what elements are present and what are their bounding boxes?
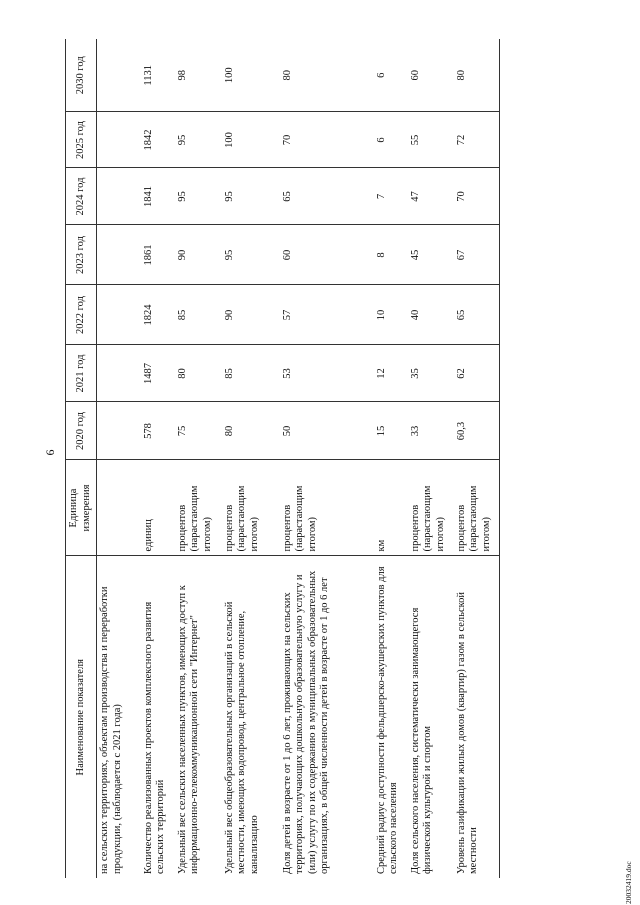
indicator-value: 1842 <box>141 112 175 168</box>
indicator-value <box>97 345 141 402</box>
indicator-value: 70 <box>454 168 500 225</box>
indicator-value <box>97 112 141 168</box>
indicator-value: 95 <box>222 168 280 225</box>
indicator-value: 1861 <box>141 225 175 285</box>
indicator-value: 80 <box>175 345 222 402</box>
indicator-value <box>97 225 141 285</box>
indicator-value: 100 <box>222 39 280 112</box>
indicator-value: 1841 <box>141 168 175 225</box>
indicator-value: 80 <box>222 402 280 460</box>
indicator-value <box>97 168 141 225</box>
table-row <box>280 39 374 878</box>
table-row <box>97 39 141 878</box>
indicator-value: 40 <box>408 285 454 345</box>
table-row <box>454 39 500 878</box>
indicator-name: Удельный вес сельских населенных пунктов, имеющих доступ к информационно-телекоммуникационной сети "Интернет" <box>176 585 201 874</box>
indicator-value: 95 <box>175 112 222 168</box>
header-cell: 2020 год <box>66 402 97 460</box>
header-cell: 2023 год <box>66 225 97 285</box>
indicator-name: Доля детей в возрасте от 1 до 6 лет, проживающих на сельских территориях, получающих дошкольную образовательную услугу и (или) услугу по их содержанию в муниципальных образовательных организациях, в общей численности детей в возрасте от 1 до 6 лет <box>281 570 331 874</box>
indicator-value: 100 <box>222 112 280 168</box>
table-row <box>222 39 280 878</box>
indicator-value: 6 <box>374 39 408 112</box>
indicator-name: Средний радиус доступности фельдшерско-акушерских пунктов для сельского населения <box>375 566 400 874</box>
indicator-value: 95 <box>175 168 222 225</box>
indicator-unit <box>97 460 141 556</box>
indicator-value: 8 <box>374 225 408 285</box>
table-row <box>175 39 222 878</box>
indicator-value: 90 <box>175 225 222 285</box>
indicator-unit: процентов (нарастающим итогом) <box>408 460 454 556</box>
indicator-value: 67 <box>454 225 500 285</box>
indicator-value: 33 <box>408 402 454 460</box>
header-cell: Наименование показателя <box>66 556 97 878</box>
indicator-value: 47 <box>408 168 454 225</box>
indicator-value: 60,3 <box>454 402 500 460</box>
indicator-value: 57 <box>280 285 374 345</box>
indicator-value <box>97 39 141 112</box>
indicator-value <box>97 285 141 345</box>
table-row <box>374 39 408 878</box>
indicator-value: 80 <box>454 39 500 112</box>
indicator-unit: км <box>374 460 408 556</box>
indicators-table <box>65 39 500 878</box>
indicator-value: 90 <box>222 285 280 345</box>
indicator-unit: процентов (нарастающим итогом) <box>175 460 222 556</box>
table-header-row <box>66 39 97 878</box>
indicator-unit: процентов (нарастающим итогом) <box>454 460 500 556</box>
indicator-unit: процентов (нарастающим итогом) <box>222 460 280 556</box>
table-row <box>141 39 175 878</box>
indicator-value: 578 <box>141 402 175 460</box>
indicator-value: 1131 <box>141 39 175 112</box>
doc-code: 20032419.doc <box>624 861 633 904</box>
header-cell: 2025 год <box>66 112 97 168</box>
indicator-value: 45 <box>408 225 454 285</box>
indicator-value: 85 <box>222 345 280 402</box>
table-body <box>97 39 500 878</box>
indicator-value: 60 <box>280 225 374 285</box>
indicator-value: 62 <box>454 345 500 402</box>
header-cell: 2024 год <box>66 168 97 225</box>
indicator-value: 85 <box>175 285 222 345</box>
indicator-value: 15 <box>374 402 408 460</box>
indicator-value <box>97 402 141 460</box>
indicator-value: 12 <box>374 345 408 402</box>
indicator-name: на сельских территориях, объектам производства и переработки продукции, (наблюдается с 2021 года) <box>99 586 123 874</box>
indicator-unit: процентов (нарастающим итогом) <box>280 460 374 556</box>
indicator-value: 70 <box>280 112 374 168</box>
indicator-value: 65 <box>454 285 500 345</box>
indicator-value: 1487 <box>141 345 175 402</box>
header-cell: 2021 год <box>66 345 97 402</box>
indicator-value: 53 <box>280 345 374 402</box>
indicator-value: 95 <box>222 225 280 285</box>
indicator-name: Доля сельского населения, систематически занимающегося физической культурой и спортом <box>409 607 434 874</box>
table-row <box>408 39 454 878</box>
header-cell: 2030 год <box>66 39 97 112</box>
indicator-value: 7 <box>374 168 408 225</box>
indicator-value: 65 <box>280 168 374 225</box>
indicator-value: 80 <box>280 39 374 112</box>
header-cell: Единица измерения <box>66 460 97 556</box>
indicator-value: 75 <box>175 402 222 460</box>
indicator-value: 72 <box>454 112 500 168</box>
header-cell: 2022 год <box>66 285 97 345</box>
indicator-value: 60 <box>408 39 454 112</box>
indicator-value: 35 <box>408 345 454 402</box>
page-number: 6 <box>43 449 57 456</box>
indicator-name: Уровень газификации жилых домов (квартир) газом в сельской местности <box>454 556 500 878</box>
indicator-value: 50 <box>280 402 374 460</box>
indicator-value: 1824 <box>141 285 175 345</box>
indicator-unit: единиц <box>141 460 175 556</box>
indicator-name: Количество реализованных проектов комплексного развития сельских территорий <box>142 601 167 874</box>
indicator-value: 10 <box>374 285 408 345</box>
indicator-name: Удельный вес общеобразовательных организаций в сельской местности, имеющих водопровод, центральное отопление, канализацию <box>223 601 260 874</box>
indicator-value: 6 <box>374 112 408 168</box>
indicator-value: 55 <box>408 112 454 168</box>
indicator-value: 98 <box>175 39 222 112</box>
